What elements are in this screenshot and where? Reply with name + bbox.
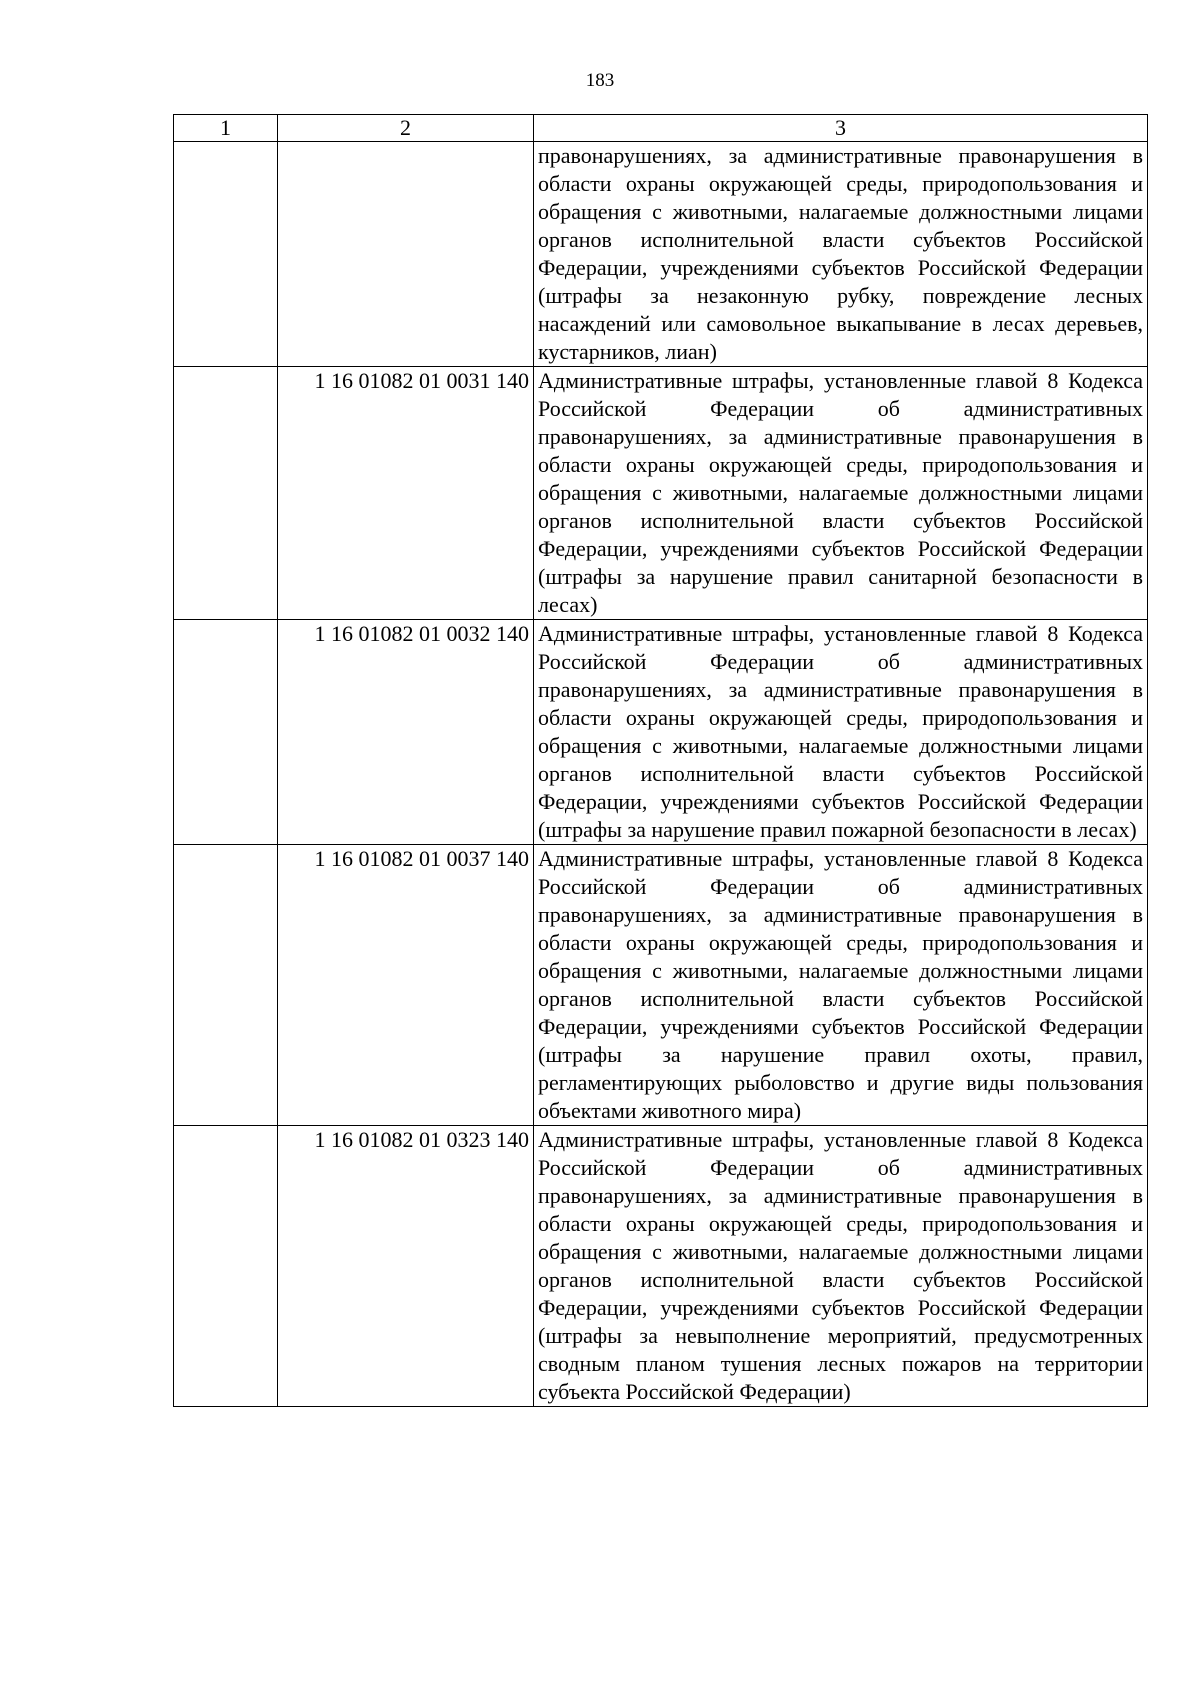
table-row [174, 142, 1148, 367]
row-description-cell: Административные штрафы, установленные главой 8 Кодекса Российской Федерации об административных правонарушениях, за административные правонарушения в области охраны окружающей среды, природопользования и обращения с животными, налагаемые должностными лицами органов исполнительной власти субъектов Российской Федерации, учреждениями субъектов Российской Федерации (штрафы за невыполнение мероприятий, предусмотренных сводным планом тушения лесных пожаров на территории субъекта Российской Федерации) [534, 1126, 1148, 1407]
row-code-cell: 1 16 01082 01 0037 140 [278, 845, 534, 1126]
column-header-2: 2 [278, 115, 534, 142]
row-code-cell: 1 16 01082 01 0031 140 [278, 367, 534, 620]
table-row [174, 845, 1148, 1126]
row-description-cell: правонарушениях, за административные правонарушения в области охраны окружающей среды, природопользования и обращения с животными, налагаемые должностными лицами органов исполнительной власти субъектов Российской Федерации, учреждениями субъектов Российской Федерации (штрафы за незаконную рубку, повреждение лесных насаждений или самовольное выкапывание в лесах деревьев, кустарников, лиан) [534, 142, 1148, 367]
column-header-1: 1 [174, 115, 278, 142]
page-number: 183 [585, 70, 615, 91]
table-row [174, 1126, 1148, 1407]
row-code-cell [278, 142, 534, 367]
table-header-row [174, 115, 1148, 142]
row-col1-cell [174, 620, 278, 845]
row-code-cell: 1 16 01082 01 0323 140 [278, 1126, 534, 1407]
column-header-3: 3 [534, 115, 1148, 142]
row-description-cell: Административные штрафы, установленные главой 8 Кодекса Российской Федерации об административных правонарушениях, за административные правонарушения в области охраны окружающей среды, природопользования и обращения с животными, налагаемые должностными лицами органов исполнительной власти субъектов Российской Федерации, учреждениями субъектов Российской Федерации (штрафы за нарушение правил охоты, правил, регламентирующих рыболовство и другие виды пользования объектами животного мира) [534, 845, 1148, 1126]
row-description-cell: Административные штрафы, установленные главой 8 Кодекса Российской Федерации об административных правонарушениях, за административные правонарушения в области охраны окружающей среды, природопользования и обращения с животными, налагаемые должностными лицами органов исполнительной власти субъектов Российской Федерации, учреждениями субъектов Российской Федерации (штрафы за нарушение правил пожарной безопасности в лесах) [534, 620, 1148, 845]
table-row [174, 620, 1148, 845]
row-col1-cell [174, 1126, 278, 1407]
row-col1-cell [174, 367, 278, 620]
row-col1-cell [174, 142, 278, 367]
budget-code-table [173, 114, 1148, 1407]
row-description-cell: Административные штрафы, установленные главой 8 Кодекса Российской Федерации об административных правонарушениях, за административные правонарушения в области охраны окружающей среды, природопользования и обращения с животными, налагаемые должностными лицами органов исполнительной власти субъектов Российской Федерации, учреждениями субъектов Российской Федерации (штрафы за нарушение правил санитарной безопасности в лесах) [534, 367, 1148, 620]
row-col1-cell [174, 845, 278, 1126]
table-row [174, 367, 1148, 620]
row-code-cell: 1 16 01082 01 0032 140 [278, 620, 534, 845]
